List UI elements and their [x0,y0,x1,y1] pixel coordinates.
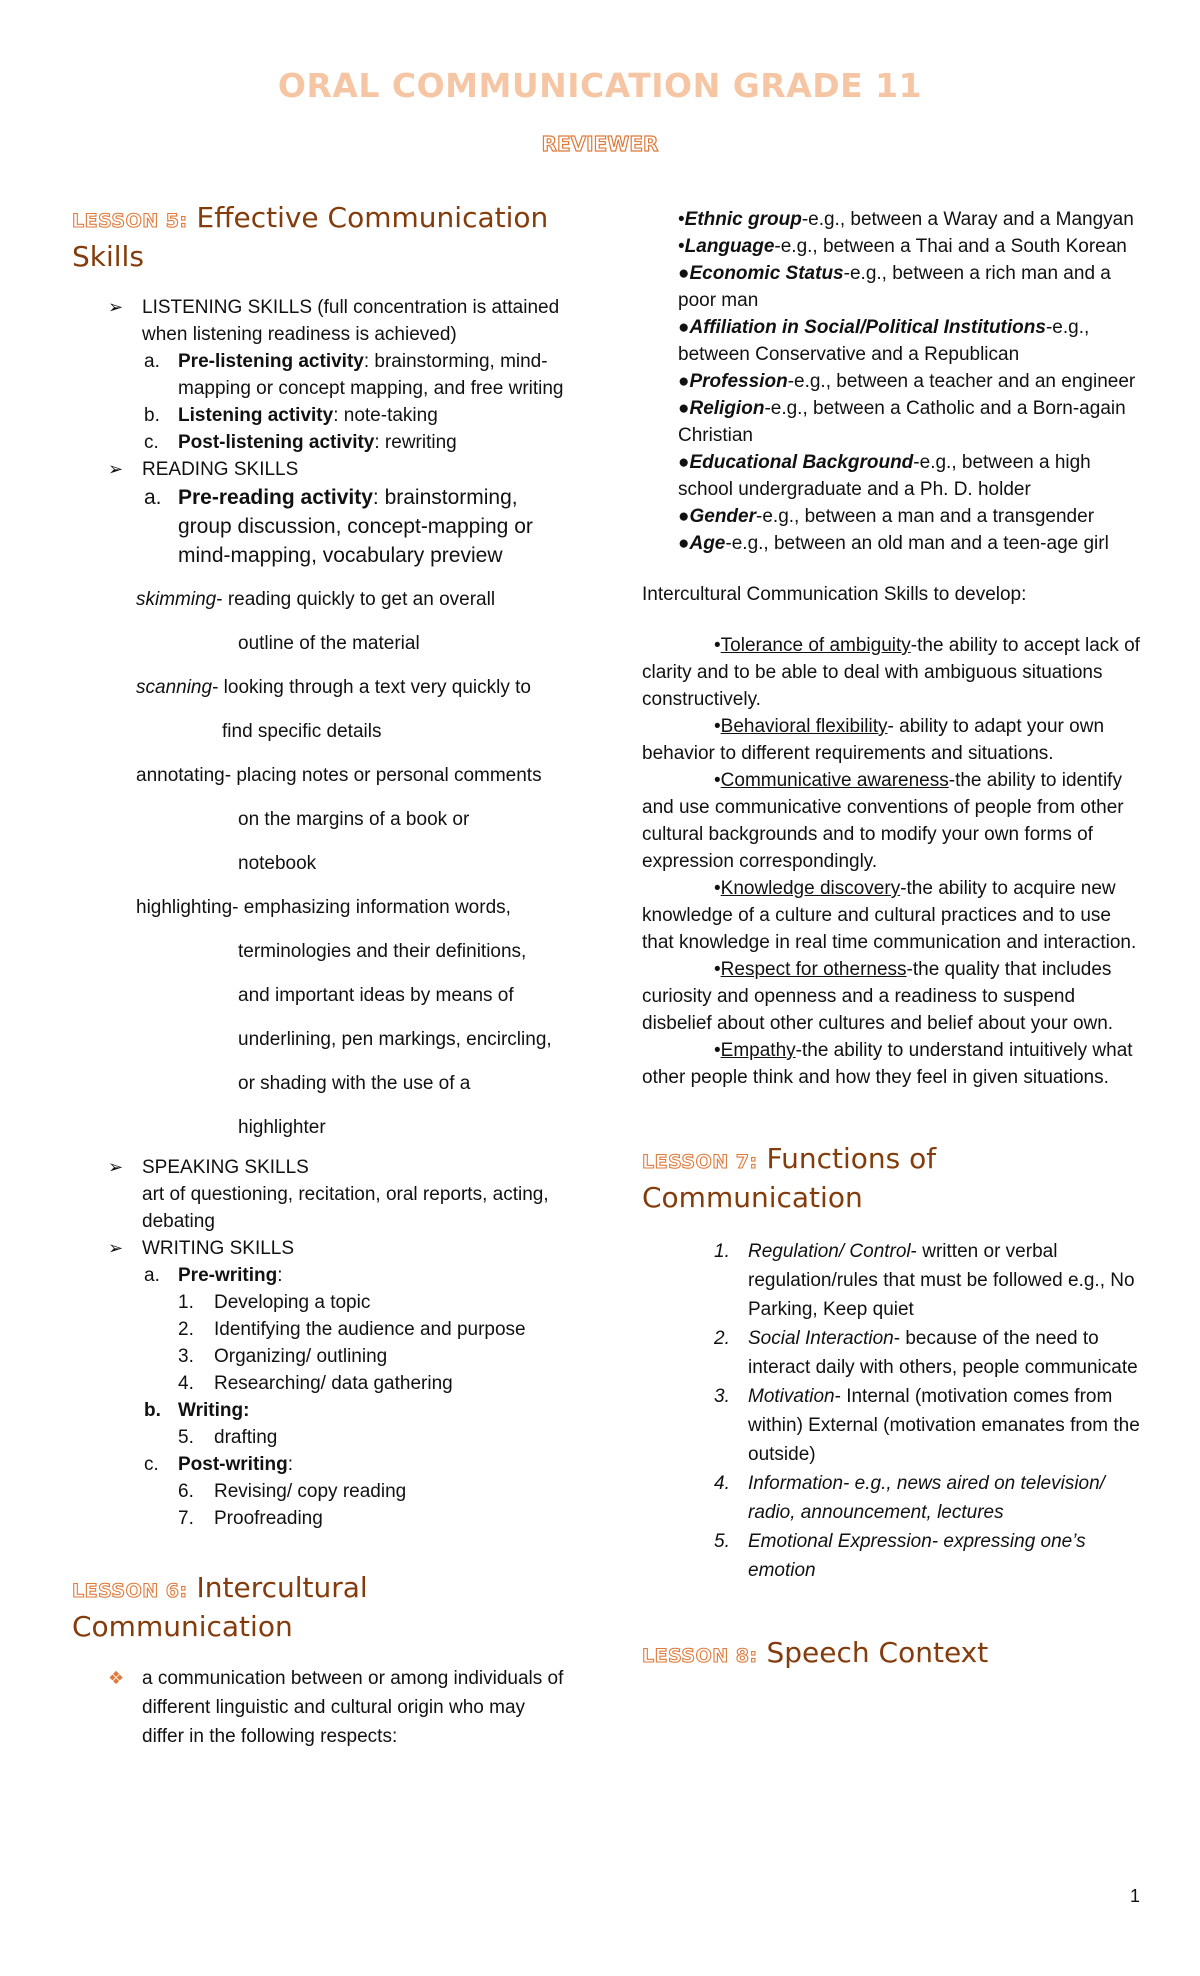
stage-letter: c. [144,1454,159,1475]
bullet-icon: • [714,1040,721,1061]
respect-item [642,368,1142,395]
skill-item [642,875,1142,956]
term-text: on the margins of a book or [238,809,470,830]
function-item [642,1382,1142,1469]
bullet-icon: ● [678,371,690,392]
respect-text: -e.g., between a Thai and a South Korean [774,236,1127,257]
writing-stage [72,1451,572,1478]
bullet-icon: ● [678,506,690,527]
bullet-icon: • [714,878,721,899]
intercultural-definition: ❖ a communication between or among individuals of different linguistic and cultural origin who may differ in the following respects: [72,1664,572,1751]
function-term: Social Interaction [748,1328,894,1349]
term-text: underlining, pen markings, encircling, [238,1029,552,1050]
right-column [642,206,1142,1674]
respect-text: -e.g., between a high school undergraduate and a Ph. D. holder [678,452,1091,500]
function-number: 4. [714,1473,730,1494]
writing-step [72,1478,572,1505]
left-column [72,200,572,1751]
bullet-icon: ● [678,533,690,554]
respect-text: -e.g., between an old man and a teen-age girl [725,533,1109,554]
skill-term: Respect for otherness [720,959,907,980]
skill-term: Tolerance of ambiguity [720,635,911,656]
reading-term-line [72,1018,572,1062]
respect-term: Gender [689,506,757,527]
skill-text: -the ability to identify and use communicative conventions of people from other cultural backgrounds and to modify your own forms of expression correspondingly. [642,770,1124,872]
term-text: - reading quickly to get an overall [216,589,496,610]
respect-item [642,314,1142,368]
item-text: : rewriting [374,432,457,453]
page-subtitle: REVIEWER [541,132,659,156]
stage-colon: : [277,1265,283,1286]
writing-step [72,1424,572,1451]
item-letter: c. [144,432,159,453]
lesson-8-tag: LESSON 8: [642,1645,758,1667]
function-item [642,1324,1142,1382]
function-item [642,1237,1142,1324]
function-term: Information [748,1473,844,1494]
term-name: annotating [136,765,225,786]
lesson-8-title: Speech Context [766,1636,989,1669]
skill-text: -the ability to acquire new knowledge of a culture and cultural practices and to use that knowledge in real time communication and interaction. [642,878,1137,953]
reading-term-line [72,798,572,842]
skill-item [642,767,1142,875]
reading-term-line [72,578,572,622]
function-term: Emotional Expression [748,1531,932,1552]
reading-term-line [72,930,572,974]
respect-text: -e.g., between a teacher and an engineer [787,371,1136,392]
function-text: - e.g., news aired on television/ radio, announcement, lectures [748,1473,1105,1523]
skill-item [642,1037,1142,1091]
reading-term-line [72,622,572,666]
skill-item [642,713,1142,767]
reading-term-line [72,974,572,1018]
reading-skills-heading: ➢ READING SKILLS [72,456,572,483]
bullet-icon: ● [678,398,690,419]
diamond-bullet-icon: ❖ [108,1668,125,1688]
item-label: Listening activity [178,405,334,426]
bullet-icon: • [714,770,721,791]
respect-term: Religion [689,398,765,419]
reading-terms [72,578,572,1150]
skill-text: -the ability to accept lack of clarity and to be able to deal with ambiguous situations constructively. [642,635,1140,710]
writing-stage [72,1262,572,1289]
lesson-6-tag: LESSON 6: [72,1580,188,1602]
step-text: Developing a topic [214,1292,371,1313]
term-name: scanning [136,677,213,698]
function-item [642,1469,1142,1527]
stage-colon: : [287,1454,294,1475]
respect-term: Language [684,236,775,257]
listening-items [72,348,572,456]
step-text: Revising/ copy reading [214,1481,407,1502]
respect-term: Economic Status [689,263,844,284]
function-item [642,1527,1142,1585]
step-number: 2. [178,1319,194,1340]
term-text: highlighter [238,1117,326,1138]
skills-heading: Intercultural Communication Skills to develop: [642,584,1027,605]
respect-term: Affiliation in Social/Political Institutions [689,317,1046,338]
respect-term: Ethnic group [684,209,802,230]
respect-term: Age [689,533,726,554]
function-number: 3. [714,1386,730,1407]
bullet-icon: ● [678,452,690,473]
skill-item [642,632,1142,713]
respect-term: Educational Background [689,452,914,473]
function-number: 2. [714,1328,730,1349]
step-number: 3. [178,1346,194,1367]
lesson-7-title: Functions of Communication [642,1142,937,1214]
listening-item [72,402,572,429]
skill-item [642,956,1142,1037]
bullet-icon: • [714,635,721,656]
bullet-icon: ● [678,263,690,284]
step-text: Organizing/ outlining [214,1346,388,1367]
speaking-skills-heading: ➢ SPEAKING SKILLS [72,1154,572,1181]
reading-term-line [72,886,572,930]
lesson-7-heading [642,1141,1142,1215]
function-number: 1. [714,1241,730,1262]
term-text: or shading with the use of a [238,1073,471,1094]
respect-text: -e.g., between a Catholic and a Born-again Christian [678,398,1126,446]
function-text: - because of the need to interact daily with others, people communicate [748,1328,1138,1378]
function-text: - Internal (motivation comes from within) External (motivation emanates from the outside) [748,1386,1140,1465]
respect-item [642,260,1142,314]
term-text: find specific details [222,721,382,742]
respect-text: -e.g., between a Waray and a Mangyan [801,209,1134,230]
stage-label: Post-writing [178,1454,288,1475]
item-label: Post-listening activity [178,432,375,453]
item-text: : brainstorming, mind-mapping or concept mapping, and free writing [178,351,564,399]
arrow-bullet-icon: ➢ [108,459,124,479]
writing-step [72,1343,572,1370]
reading-term-line [72,1106,572,1150]
term-text: outline of the material [238,633,420,654]
function-text: - expressing one’s emotion [748,1531,1086,1581]
step-number: 7. [178,1508,194,1529]
writing-step [72,1505,572,1532]
writing-step [72,1289,572,1316]
skill-text: -the quality that includes curiosity and openness and a readiness to suspend disbelief about other cultures and belief about your own. [642,959,1114,1034]
listening-skills-heading: ➢ LISTENING SKILLS (full concentration is attained when listening readiness is achieved) [72,294,572,348]
step-number: 6. [178,1481,194,1502]
respect-text: -e.g., between Conservative and a Republican [678,317,1090,365]
reading-term-line [72,842,572,886]
term-text: - placing notes or personal comments [224,765,542,786]
respect-text: -e.g., between a man and a transgender [756,506,1095,527]
term-text: and important ideas by means of [238,985,514,1006]
writing-stages [72,1262,572,1532]
lesson-6-heading [72,1570,572,1644]
item-letter: b. [144,405,160,426]
lesson-5-heading [72,200,572,274]
function-term: Regulation/ Control [748,1241,911,1262]
respect-item [642,503,1142,530]
lesson-7-tag: LESSON 7: [642,1151,758,1173]
intercultural-respects [642,206,1142,557]
pre-reading-item: a. Pre-reading activity: brainstorming, group discussion, concept-mapping or mind-mapping, vocabulary preview [144,486,533,567]
term-name: highlighting [136,897,233,918]
arrow-bullet-icon: ➢ [108,1157,124,1177]
skill-term: Behavioral flexibility [720,716,888,737]
skill-term: Empathy [720,1040,796,1061]
step-number: 1. [178,1292,194,1313]
function-number: 5. [714,1531,730,1552]
arrow-bullet-icon: ➢ [108,1238,124,1258]
reading-term-line [72,710,572,754]
step-text: drafting [214,1427,278,1448]
respect-item [642,206,1142,233]
reading-term-line [72,754,572,798]
lesson-5-title: Effective Communication Skills [72,201,549,273]
step-text: Identifying the audience and purpose [214,1319,526,1340]
term-text: - looking through a text very quickly to [212,677,531,698]
step-number: 4. [178,1373,194,1394]
function-text: - written or verbal regulation/rules that must be followed e.g., No Parking, Keep quiet [748,1241,1135,1320]
intercultural-skills [642,632,1142,1091]
page-title: ORAL COMMUNICATION GRADE 11 [277,66,923,105]
skill-text: -the ability to understand intuitively what other people think and how they feel in given situations. [642,1040,1133,1088]
bullet-icon: ● [678,317,690,338]
stage-letter: b. [144,1400,161,1421]
respect-item [642,233,1142,260]
bullet-icon: • [678,236,685,257]
item-text: : note-taking [333,405,438,426]
term-text: terminologies and their definitions, [238,941,527,962]
respect-text: -e.g., between a rich man and a poor man [678,263,1111,311]
bullet-icon: • [678,209,685,230]
term-text: - emphasizing information words, [232,897,511,918]
item-label: Pre-listening activity [178,351,364,372]
writing-step [72,1370,572,1397]
function-term: Motivation [748,1386,835,1407]
respect-term: Profession [689,371,788,392]
stage-label: Pre-writing [178,1265,278,1286]
term-name: skimming [136,589,217,610]
arrow-bullet-icon: ➢ [108,297,124,317]
lesson-8-heading [642,1635,1142,1674]
skill-term: Knowledge discovery [720,878,901,899]
skill-term: Communicative awareness [720,770,949,791]
listening-item [72,348,572,402]
reading-term-line [72,666,572,710]
reading-term-line [72,1062,572,1106]
stage-label: Writing: [178,1400,250,1421]
step-number: 5. [178,1427,194,1448]
item-letter: a. [144,351,160,372]
listening-item [72,429,572,456]
speaking-skills-desc: art of questioning, recitation, oral reports, acting, debating [142,1184,549,1232]
writing-stage [72,1397,572,1424]
stage-letter: a. [144,1265,160,1286]
term-text: notebook [238,853,317,874]
respect-item [642,395,1142,449]
bullet-icon: • [714,959,721,980]
step-text: Researching/ data gathering [214,1373,453,1394]
lesson-5-tag: LESSON 5: [72,210,188,232]
writing-step [72,1316,572,1343]
respect-item [642,449,1142,503]
writing-skills-heading: ➢ WRITING SKILLS [72,1235,572,1262]
bullet-icon: • [714,716,721,737]
lesson-6-title: Intercultural Communication [72,1571,368,1643]
functions-list [642,1237,1142,1585]
respect-item [642,530,1142,557]
page-number: 1 [1129,1886,1140,1906]
skill-text: - ability to adapt your own behavior to different requirements and situations. [642,716,1105,764]
step-text: Proofreading [214,1508,323,1529]
